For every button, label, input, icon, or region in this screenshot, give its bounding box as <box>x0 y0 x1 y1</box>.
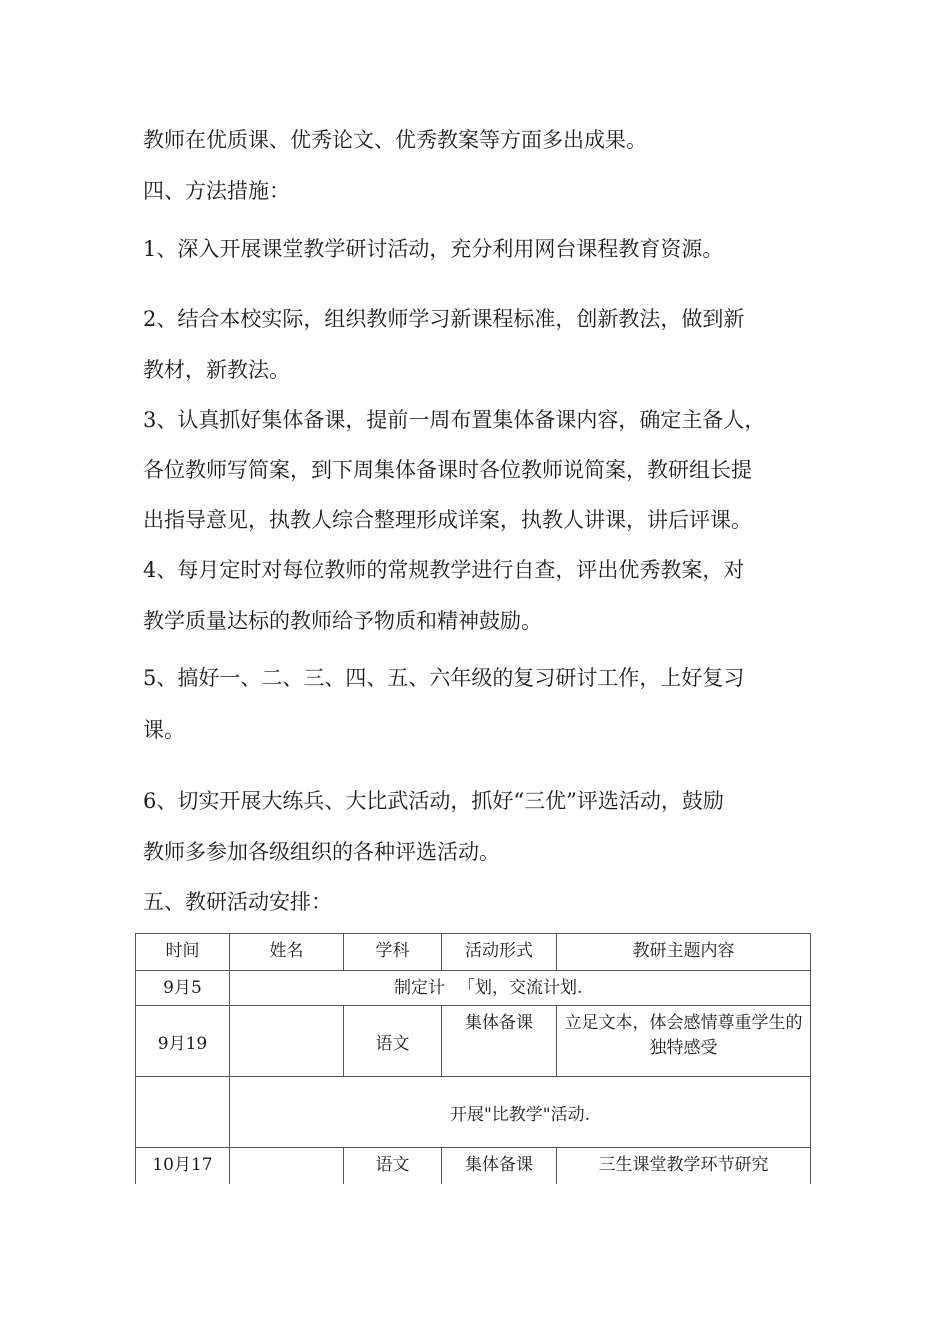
cell-date: 9月19 <box>136 1006 230 1077</box>
paragraph-line: 教材，新教法。 <box>143 358 290 382</box>
paragraph-line: 6、切实开展大练兵、大比武活动，抓好“三优”评选活动，鼓励 <box>143 789 724 813</box>
table-row <box>136 1148 811 1185</box>
paragraph-line: 3、认真抓好集体备课，提前一周布置集体备课内容，确定主备人， <box>143 408 766 432</box>
merged-text-tail: 「划，交流计划. <box>458 978 583 998</box>
cell-date: 10月17 <box>136 1148 230 1185</box>
cell-subject: 语文 <box>344 1148 442 1185</box>
header-cell-topic: 教研主题内容 <box>557 934 811 971</box>
header-cell-form: 活动形式 <box>442 934 557 971</box>
paragraph-line: 课。 <box>143 718 185 742</box>
paragraph-line: 4、每月定时对每位教师的常规教学进行自查，评出优秀教案，对 <box>143 558 745 582</box>
paragraph-line: 教师多参加各级组织的各种评选活动。 <box>143 840 500 864</box>
cell-name <box>230 1148 344 1185</box>
section-heading-methods: 四、方法措施： <box>143 179 290 203</box>
paragraph-line: 2、结合本校实际，组织教师学习新课程标准，创新教法，做到新 <box>143 307 745 331</box>
paragraph-line: 5、搞好一、二、三、四、五、六年级的复习研讨工作，上好复习 <box>143 666 745 690</box>
cell-subject: 语文 <box>344 1006 442 1077</box>
schedule-table-viewport <box>130 928 820 1184</box>
header-cell-name: 姓名 <box>230 934 344 971</box>
cell-date: 9月5 <box>136 971 230 1006</box>
cell-topic: 立足文本，体会感情尊重学生的独特感受 <box>557 1006 811 1077</box>
table-row <box>136 1077 811 1148</box>
paragraph-line: 出指导意见，执教人综合整理形成详案，执教人讲课，讲后评课。 <box>143 508 752 532</box>
cell-merged-plan <box>230 971 811 1006</box>
merged-text-clipped: 制定计 <box>394 978 445 998</box>
paragraph-line: 教学质量达标的教师给予物质和精神鼓励。 <box>143 609 542 633</box>
cell-topic: 三生课堂教学环节研究 <box>557 1148 811 1185</box>
cell-date <box>136 1077 230 1148</box>
paragraph-line: 各位教师写简案，到下周集体备课时各位教师说简案，教研组长提 <box>143 458 752 482</box>
table-row <box>136 971 811 1006</box>
paragraph-line: 1、深入开展课堂教学研讨活动，充分利用网台课程教育资源。 <box>143 237 724 261</box>
cell-form: 集体备课 <box>442 1148 557 1185</box>
header-cell-time: 时间 <box>136 934 230 971</box>
header-cell-subject: 学科 <box>344 934 442 971</box>
cell-form: 集体备课 <box>442 1006 557 1077</box>
paragraph-line: 教师在优质课、优秀论文、优秀教案等方面多出成果。 <box>143 128 647 152</box>
schedule-table <box>135 933 811 1184</box>
table-row <box>136 1006 811 1077</box>
cell-merged-activity: 开展"比教学"活动. <box>230 1077 811 1148</box>
section-heading-schedule: 五、教研活动安排： <box>143 890 332 914</box>
table-header-row <box>136 934 811 971</box>
cell-name <box>230 1006 344 1077</box>
merged-text-wrap <box>230 971 810 1001</box>
